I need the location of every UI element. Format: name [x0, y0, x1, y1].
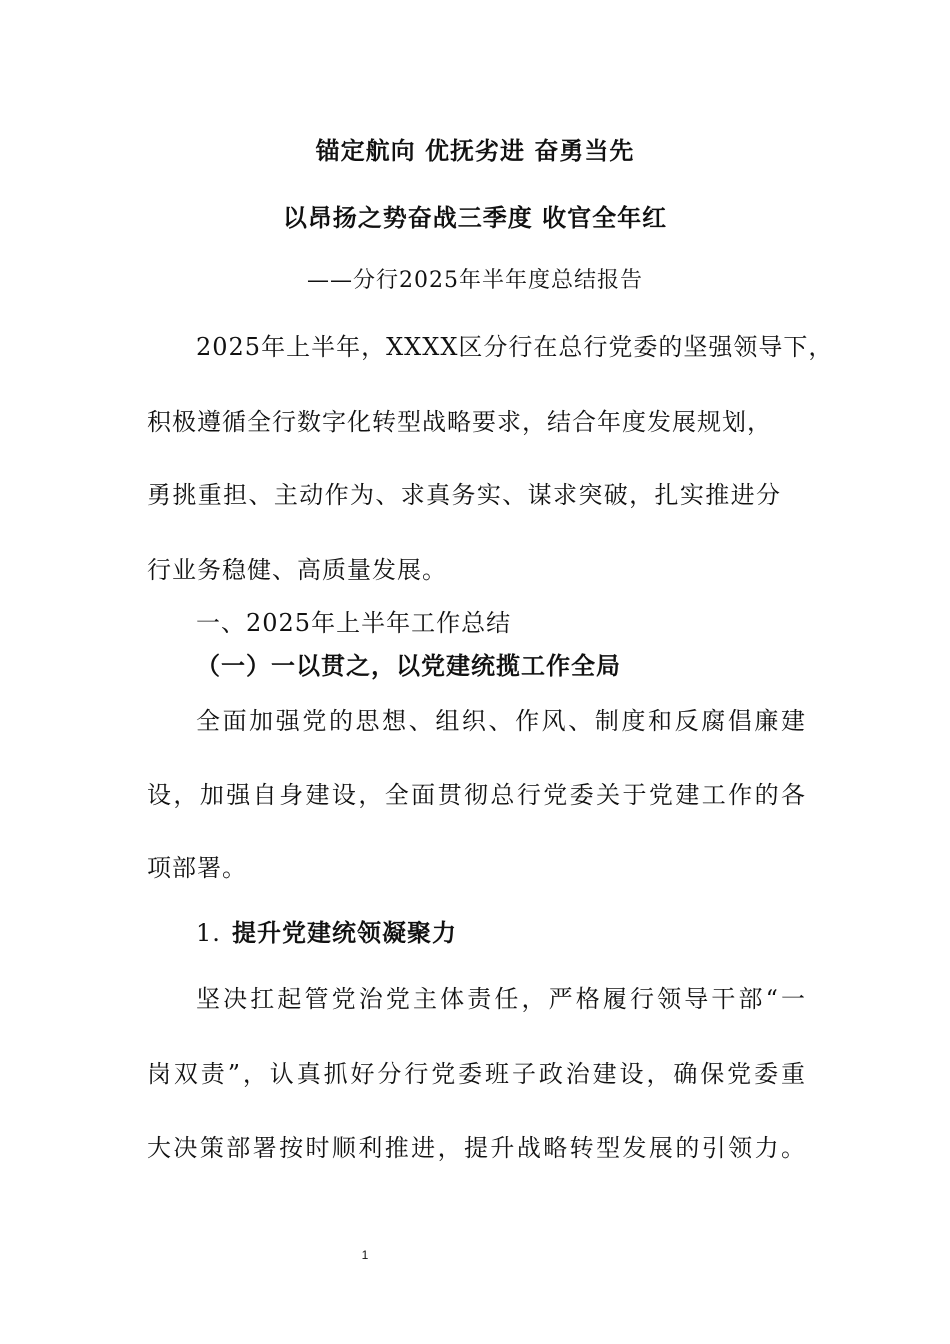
subsection1-body-line-2: 设，加强自身建设，全面贯彻总行党委关于党建工作的各 — [147, 781, 806, 809]
item1-body-line-1: 坚决扛起管党治党主体责任，严格履行领导干部“一 — [196, 985, 806, 1013]
document-subtitle: ——分行2025年半年度总结报告 — [307, 268, 643, 293]
intro-line-2: 积极遵循全行数字化转型战略要求，结合年度发展规划， — [147, 408, 772, 436]
subsection-heading-1: （一）一以贯之，以党建统揽工作全局 — [196, 651, 621, 680]
item1-heading: 提升党建统领凝聚力 — [232, 918, 457, 947]
document-title-line2: 以昂扬之势奋战三季度 收官全年红 — [282, 203, 668, 232]
intro-line-1: 2025年上半年，XXXX区分行在总行党委的坚强领导下， — [196, 333, 834, 361]
page-number: 1 — [361, 1248, 369, 1262]
intro-line-3: 勇挑重担、主动作为、求真务实、谋求突破，扎实推进分 — [147, 481, 781, 509]
item1-number: 1. — [196, 919, 221, 947]
item1-body-line-2: 岗双责”，认真抓好分行党委班子政治建设，确保党委重 — [147, 1060, 806, 1088]
item1-body-line-3: 大决策部署按时顺利推进，提升战略转型发展的引领力。 — [147, 1134, 806, 1162]
subsection1-body-line-3: 项部署。 — [147, 854, 247, 882]
section-heading-1: 一、2025年上半年工作总结 — [196, 609, 512, 637]
subsection1-body-line-1: 全面加强党的思想、组织、作风、制度和反腐倡廉建 — [196, 707, 806, 735]
document-title-line1: 锚定航向 优抚劣进 奋勇当先 — [315, 136, 635, 165]
intro-line-4: 行业务稳健、高质量发展。 — [147, 556, 447, 584]
